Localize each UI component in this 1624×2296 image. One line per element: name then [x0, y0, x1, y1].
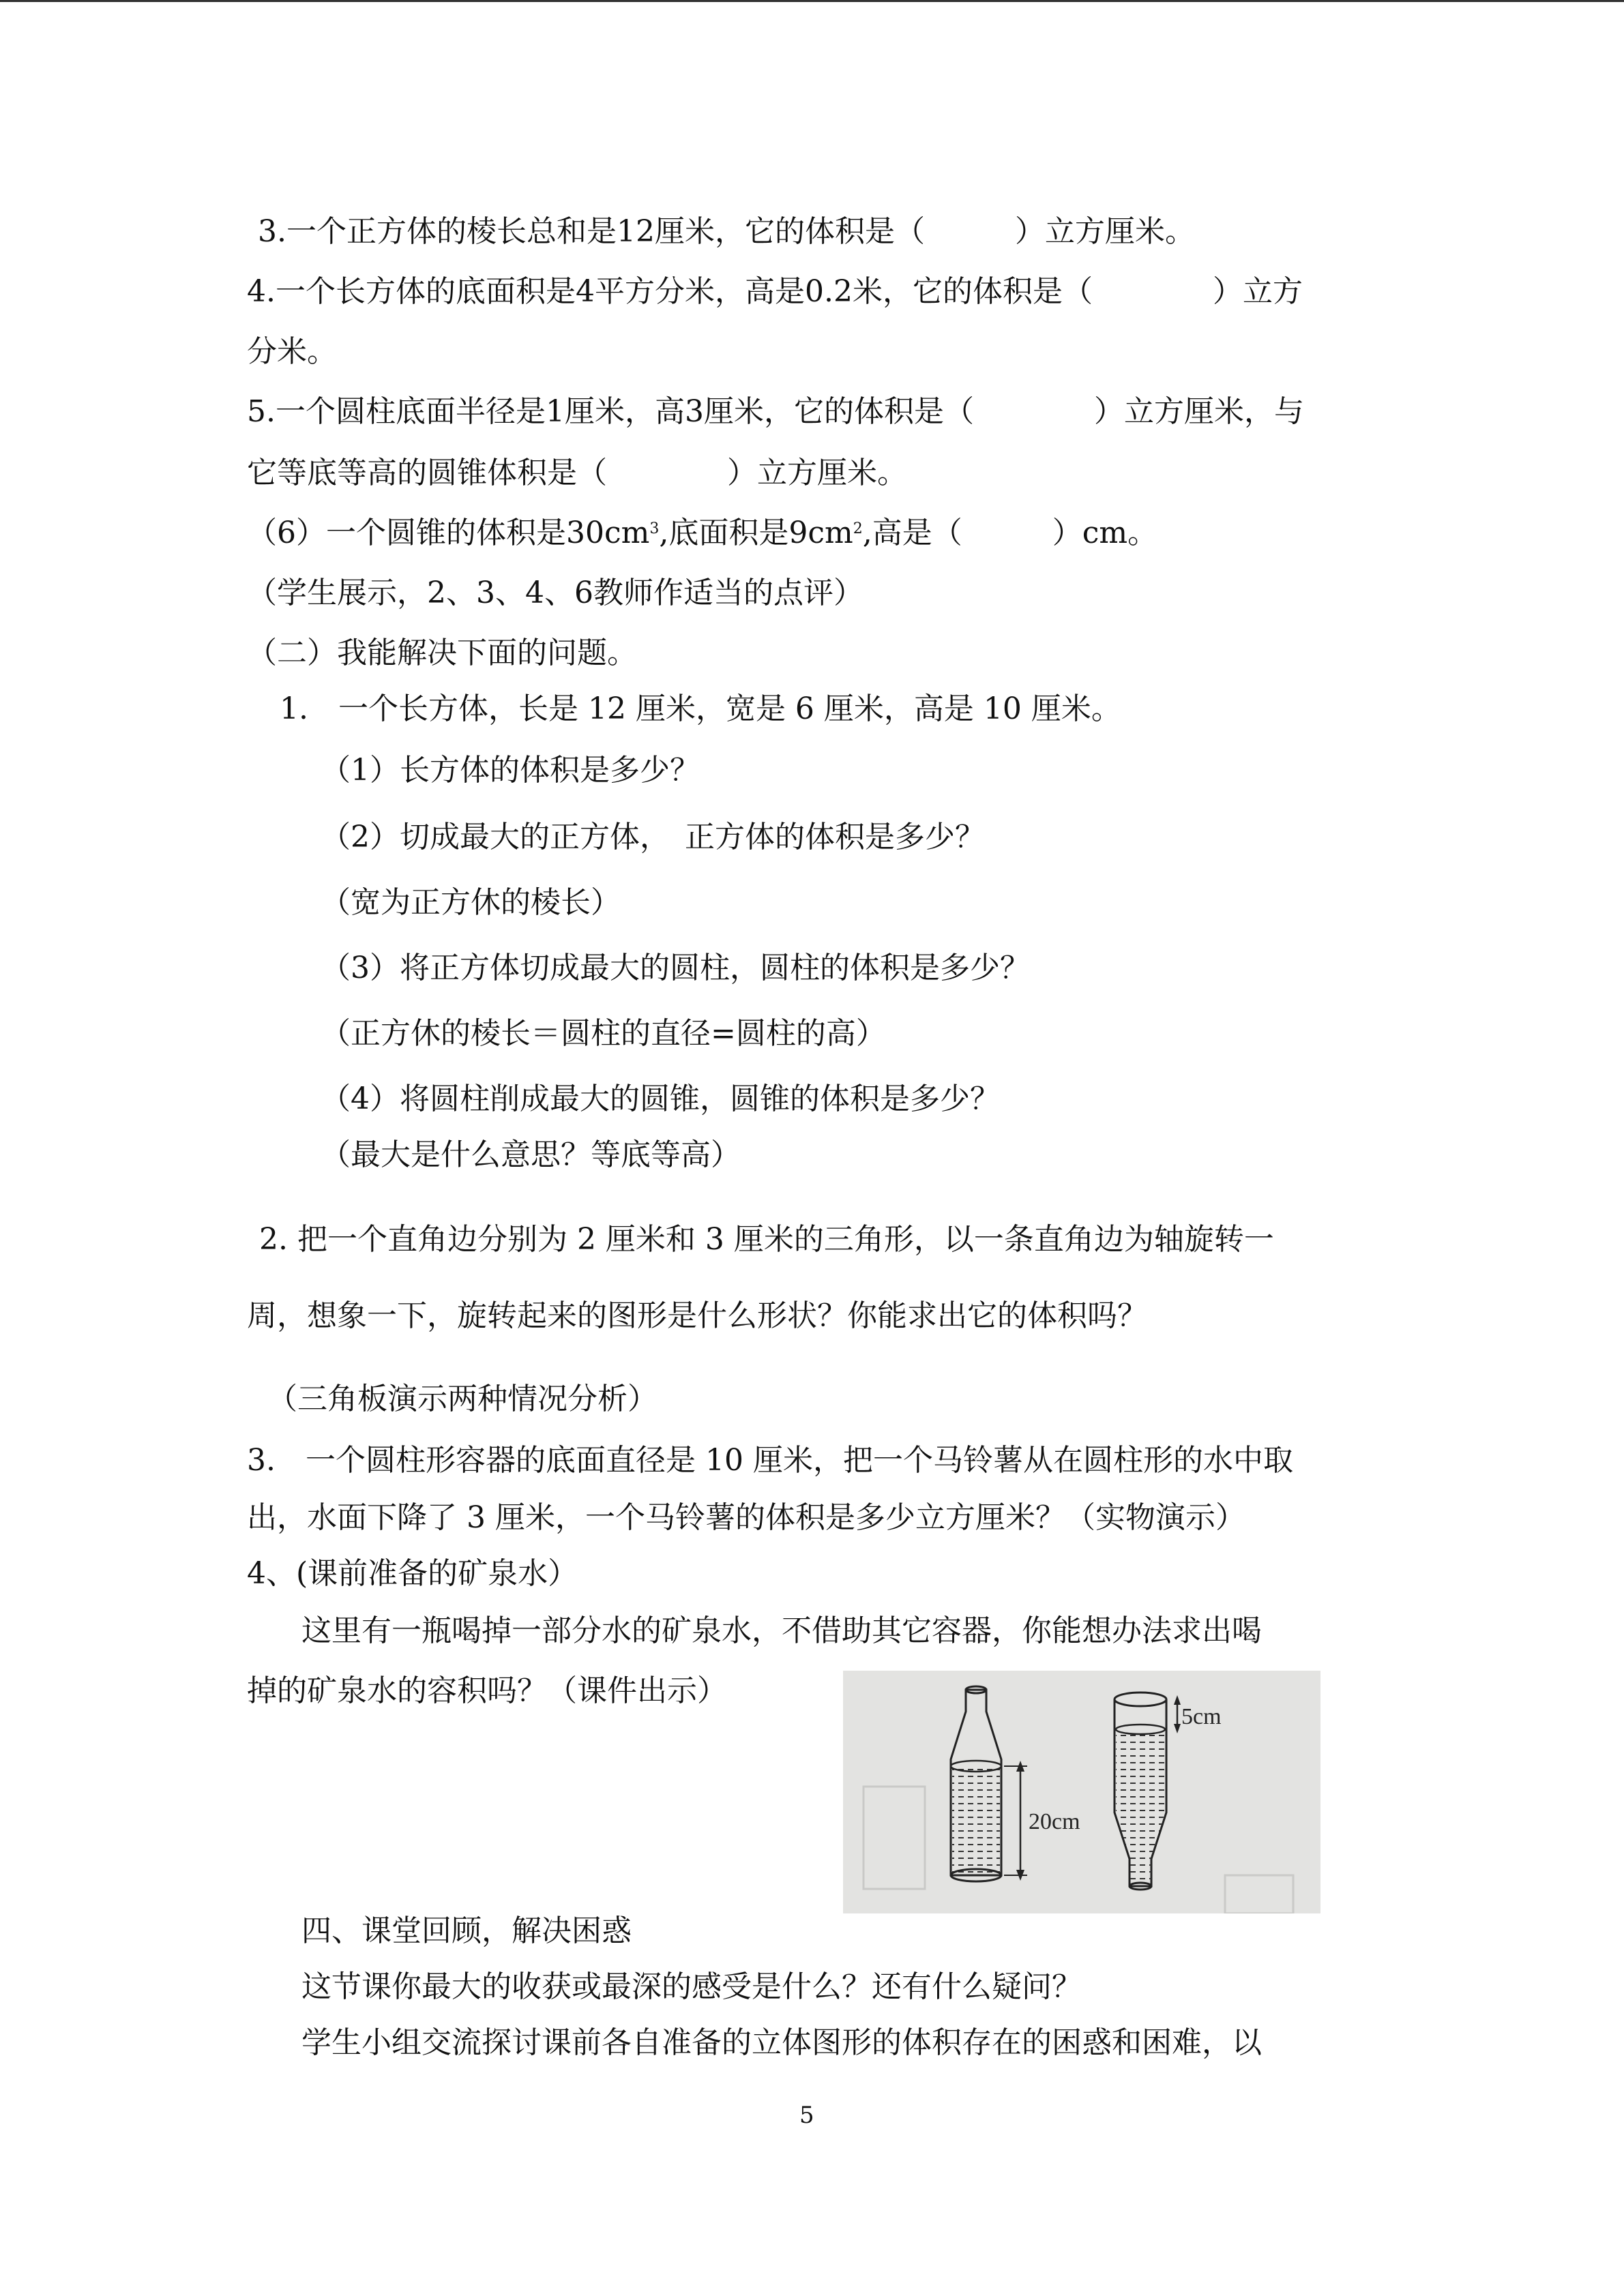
- question-4-line-1: 4.一个长方体的底面积是4平方分米，高是0.2米，它的体积是（ ）立方: [247, 274, 1303, 309]
- question-5-line-1: 5.一个圆柱底面半径是1厘米，高3厘米，它的体积是（ ）立方厘米，与: [247, 394, 1304, 429]
- problem-2-note: （三角板演示两种情况分析）: [267, 1382, 658, 1416]
- problem-1-part-4: （4）将圆柱削成最大的圆锥，圆锥的体积是多少？: [321, 1082, 1000, 1116]
- problem-1-part-1: （1）长方体的体积是多少？: [321, 753, 700, 788]
- page-top-border: [0, 0, 1624, 2]
- question-6: [247, 513, 1157, 554]
- height-label-20cm: 20cm: [1029, 1809, 1080, 1834]
- teacher-note: （学生展示，2、3、4、6教师作适当的点评）: [247, 576, 863, 610]
- problem-1-part-2-note: （宽为正方休的棱长）: [321, 885, 621, 920]
- problem-3-line-2: 出，水面下降了 3 厘米，一个马铃薯的体积是多少立方厘米？（实物演示）: [247, 1500, 1245, 1535]
- problem-1-part-3: （3）将正方体切成最大的圆柱，圆柱的体积是多少？: [321, 951, 1030, 985]
- problem-1-part-2: （2）切成最大的正方体， 正方体的体积是多少？: [321, 820, 985, 854]
- problem-1-part-4-note: （最大是什么意思？等底等高）: [321, 1137, 741, 1172]
- section-4-heading: 四、课堂回顾，解决困惑: [301, 1913, 632, 1948]
- inverted-bottle: [1114, 1693, 1222, 1890]
- problem-1-part-3-note: （正方休的棱长＝圆柱的直径=圆柱的高）: [321, 1016, 886, 1051]
- problem-2-line-2: 周，想象一下，旋转起来的图形是什么形状？你能求出它的体积吗？: [247, 1298, 1147, 1333]
- section-2-heading: （二）我能解决下面的问题。: [247, 636, 637, 670]
- problem-3-line-1: 3. 一个圆柱形容器的底面直径是 10 厘米，把一个马铃薯从在圆柱形的水中取: [247, 1443, 1293, 1478]
- height-label-5cm: 5cm: [1181, 1704, 1222, 1729]
- problem-1: 1. 一个长方体，长是 12 厘米，宽是 6 厘米，高是 10 厘米。: [280, 691, 1121, 726]
- square-superscript: 2: [853, 520, 863, 537]
- problem-4-line-1: 这里有一瓶喝掉一部分水的矿泉水，不借助其它容器，你能想办法求出喝: [301, 1613, 1262, 1648]
- bottle-figure: [843, 1671, 1320, 1913]
- question-6-text-1: （6）一个圆锥的体积是30cm: [247, 516, 650, 550]
- page-number: 5: [799, 2102, 814, 2129]
- cubic-superscript: 3: [649, 520, 660, 537]
- question-6-text-2: ,底面积是9cm: [659, 516, 853, 550]
- question-3: 3.一个正方体的棱长总和是12厘米，它的体积是（ ）立方厘米。: [258, 214, 1195, 249]
- problem-4: 4、(课前准备的矿泉水）: [247, 1556, 578, 1591]
- question-5-line-2: 它等底等高的圆锥体积是（ ）立方厘米。: [247, 456, 907, 490]
- review-line-1: 这节课你最大的收获或最深的感受是什么？还有什么疑问？: [301, 1969, 1082, 2004]
- upright-bottle: [951, 1686, 1080, 1881]
- review-line-2: 学生小组交流探讨课前各自准备的立体图形的体积存在的困惑和困难，以: [301, 2025, 1262, 2060]
- problem-4-line-2: 掉的矿泉水的容积吗？（课件出示）: [247, 1673, 727, 1708]
- problem-2-line-1: 2. 把一个直角边分别为 2 厘米和 3 厘米的三角形，以一条直角边为轴旋转一: [259, 1222, 1274, 1257]
- question-6-text-3: ,高是（ ）cm。: [862, 516, 1158, 550]
- question-4-line-2: 分米。: [247, 334, 337, 369]
